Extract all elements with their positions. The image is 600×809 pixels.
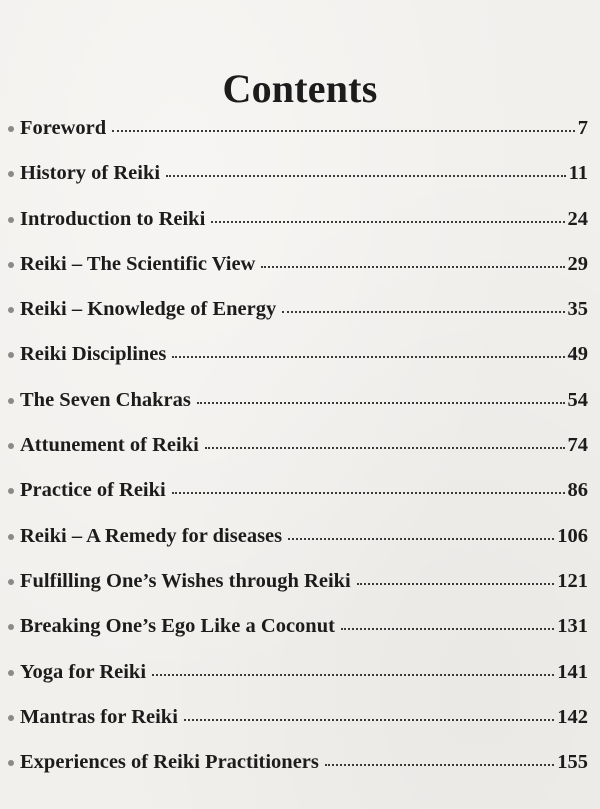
- toc-entry-page: 155: [557, 751, 588, 774]
- bullet-icon: [8, 262, 14, 268]
- toc-entry-title: Introduction to Reiki: [20, 207, 206, 230]
- toc-entry: [8, 571, 588, 616]
- dot-leader: [357, 583, 555, 585]
- bullet-icon: [8, 171, 14, 177]
- toc-entry-title: History of Reiki: [20, 162, 161, 185]
- toc-entry: [8, 344, 588, 389]
- toc-entry-page: 49: [567, 343, 588, 366]
- dot-leader: [152, 674, 554, 676]
- toc-entry: [8, 390, 588, 435]
- bullet-icon: [8, 624, 14, 630]
- toc-entry-page: 74: [567, 434, 588, 457]
- bullet-icon: [8, 352, 14, 358]
- toc-entry-title: Mantras for Reiki: [20, 705, 178, 728]
- toc-entry-page: 29: [567, 252, 588, 275]
- bullet-icon: [8, 488, 14, 494]
- dot-leader: [172, 356, 564, 358]
- toc-entry: [8, 163, 588, 208]
- toc-entry-page: 54: [567, 388, 588, 411]
- toc-entry-title: Practice of Reiki: [20, 479, 166, 502]
- toc-entry: [8, 526, 588, 571]
- toc-entry-title: Foreword: [20, 117, 107, 139]
- toc-entry: [8, 752, 588, 797]
- dot-leader: [261, 266, 564, 268]
- toc-entry: [8, 299, 588, 344]
- toc-entry-page: 131: [557, 615, 588, 638]
- toc-entry-title: Fulfilling One’s Wishes through Reiki: [20, 569, 351, 592]
- dot-leader: [172, 492, 565, 494]
- toc-entry-title: Reiki – Knowledge of Energy: [20, 298, 277, 321]
- toc-entry-page: 106: [557, 524, 588, 547]
- dot-leader: [325, 764, 554, 766]
- toc-entry-title: The Seven Chakras: [20, 388, 191, 411]
- toc-entry: [8, 662, 588, 707]
- toc-entry-page: 142: [557, 705, 588, 728]
- dot-leader: [205, 447, 565, 449]
- bullet-icon: [8, 307, 14, 313]
- toc-entry-page: 86: [567, 479, 588, 502]
- bullet-icon: [8, 126, 14, 132]
- table-of-contents: [8, 118, 588, 797]
- toc-entry-page: 24: [567, 207, 588, 230]
- dot-leader: [211, 221, 564, 223]
- bullet-icon: [8, 443, 14, 449]
- bullet-icon: [8, 670, 14, 676]
- dot-leader: [112, 130, 575, 132]
- bullet-icon: [8, 760, 14, 766]
- bullet-icon: [8, 579, 14, 585]
- toc-entry: [8, 616, 588, 661]
- dot-leader: [166, 175, 566, 177]
- toc-entry-title: Experiences of Reiki Practitioners: [20, 751, 319, 774]
- toc-entry-page: 35: [567, 298, 588, 321]
- toc-entry: [8, 480, 588, 525]
- toc-entry-title: Breaking One’s Ego Like a Coconut: [20, 615, 335, 638]
- toc-entry-page: 121: [557, 569, 588, 592]
- toc-entry: [8, 118, 588, 163]
- dot-leader: [288, 538, 554, 540]
- dot-leader: [282, 311, 564, 313]
- toc-entry-title: Reiki – The Scientific View: [20, 252, 256, 275]
- dot-leader: [341, 628, 554, 630]
- toc-entry: [8, 707, 588, 752]
- toc-entry-title: Reiki – A Remedy for diseases: [20, 524, 283, 547]
- toc-entry: [8, 435, 588, 480]
- toc-entry: [8, 254, 588, 299]
- toc-entry-page: 7: [577, 117, 588, 139]
- toc-entry-title: Yoga for Reiki: [20, 660, 147, 683]
- bullet-icon: [8, 534, 14, 540]
- toc-entry-page: 141: [557, 660, 588, 683]
- bullet-icon: [8, 398, 14, 404]
- toc-entry-page: 11: [568, 162, 588, 185]
- toc-entry: [8, 209, 588, 254]
- toc-entry-title: Attunement of Reiki: [20, 434, 199, 457]
- bullet-icon: [8, 217, 14, 223]
- bullet-icon: [8, 715, 14, 721]
- page-title: Contents: [222, 65, 378, 111]
- toc-entry-title: Reiki Disciplines: [20, 343, 167, 366]
- dot-leader: [197, 402, 565, 404]
- dot-leader: [184, 719, 554, 721]
